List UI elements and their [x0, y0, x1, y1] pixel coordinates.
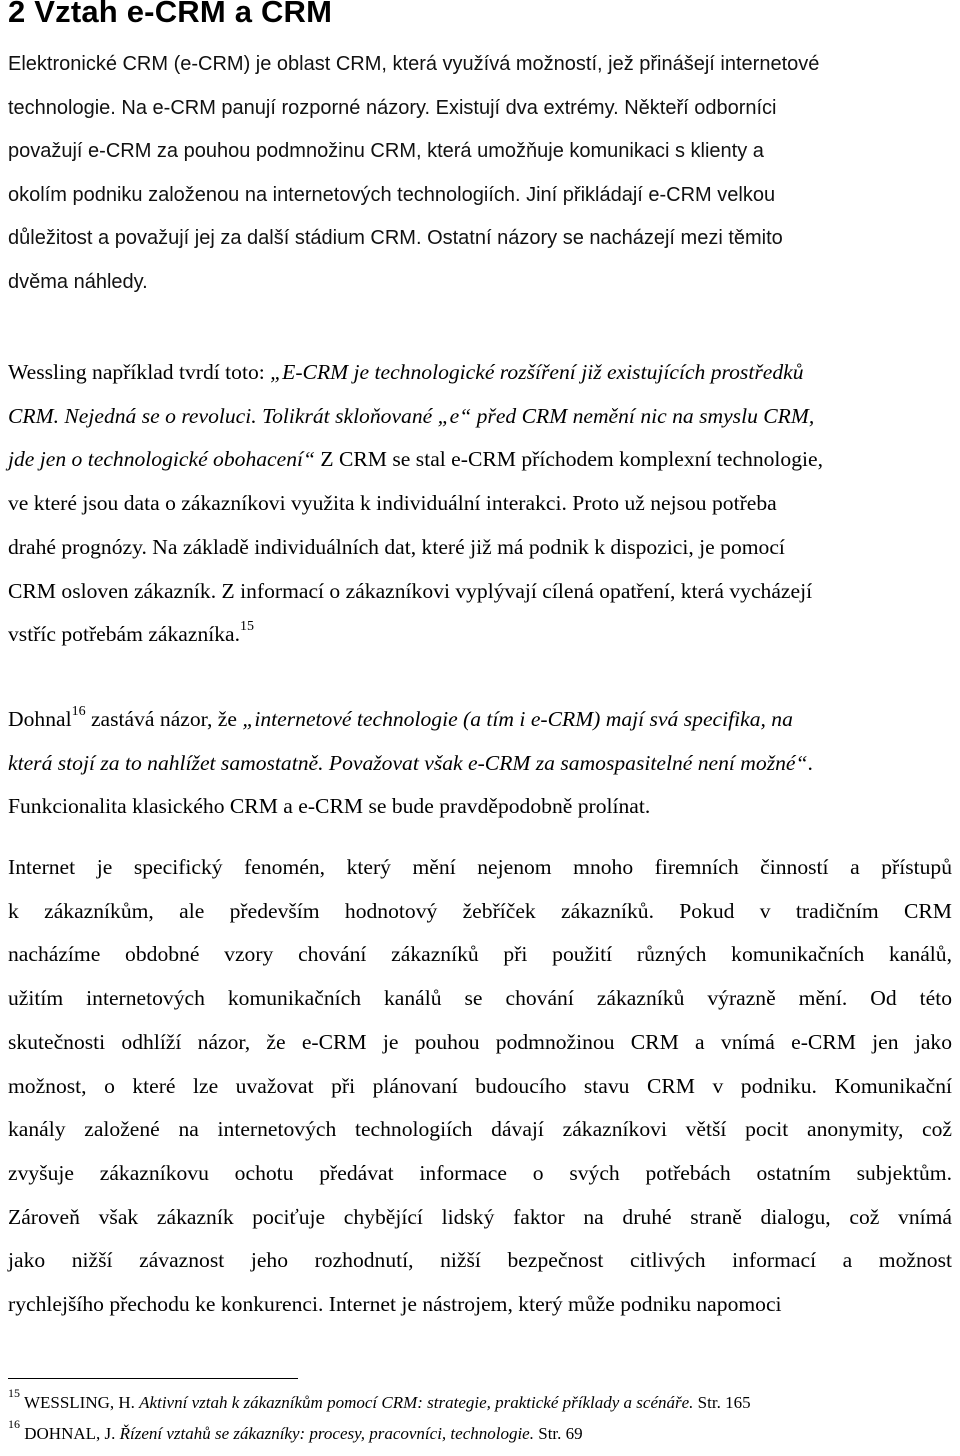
- section-heading: 2 Vztah e-CRM a CRM: [8, 0, 333, 29]
- footnote-15: $^{15}$ WESSLING, H. Aktivní vztah k zákazníkům pomocí CRM: strategie, praktické příklady a scénáře. Str. 165: [8, 1386, 751, 1412]
- paragraph-dohnal: [8, 698, 952, 829]
- footnote-number: 15: [8, 1386, 20, 1400]
- quote-text: Tolikrát skloňované „e“ před CRM nemění nic na smyslu CRM,: [256, 403, 815, 428]
- footnote-number: 16: [8, 1417, 20, 1431]
- paragraph-wessling: [8, 351, 952, 657]
- text-line: technologie. Na e-CRM panují rozporné názory. Existují dva extrémy. Někteří odborníci: [8, 96, 777, 119]
- text-line: Dohnal$^{16}$ zastává názor, že „internetové technologie (a tím i e-CRM) mají svá specifika, na: [8, 704, 793, 731]
- text-line: drahé prognózy. Na základě individuálních dat, které již má podnik k dispozici, je pomocí: [8, 534, 785, 559]
- text-line: ve které jsou data o zákazníkovi využita k individuální interakci. Proto už nejsou potřeba: [8, 491, 777, 516]
- paragraph-intro: [8, 43, 952, 304]
- text-line: Wessling například tvrdí toto: „E-CRM je technologické rozšíření již existujících prostředků: [8, 360, 804, 384]
- quote-text: „E-CRM je technologické rozšíření již existujících prostředků: [270, 360, 804, 384]
- text-line: důležitost a považují jej za další stádium CRM. Ostatní názory se nacházejí mezi těmito: [8, 227, 783, 249]
- text-line: jako nižší závaznost jeho rozhodnutí, nižší bezpečnost citlivých informací a možnost: [8, 1248, 952, 1273]
- quote-text: „internetové technologie (a tím i e-CRM) mají svá specifika, na: [242, 707, 793, 731]
- text-line: která stojí za to nahlížet samostatně. Považovat však e-CRM za samospasitelné není možné“.: [8, 750, 813, 775]
- text-line: skutečnosti odhlíží názor, že e-CRM je pouhou podmnožinou CRM a vnímá e-CRM jen jako: [8, 1029, 952, 1054]
- footnote-16: $^{16}$ DOHNAL, J. Řízení vztahů se zákazníky: procesy, pracovníci, technologie. Str. 69: [8, 1417, 583, 1443]
- footnote-ref[interactable]: 15: [240, 619, 255, 635]
- footnote-ref[interactable]: 16: [71, 704, 86, 719]
- footnote-title: Řízení vztahů se zákazníky: procesy, pracovníci, technologie.: [119, 1424, 534, 1443]
- text-line: [8, 395, 952, 439]
- text-line: možnost, o které lze uvažovat při plánovaní budoucího stavu CRM v podniku. Komunikační: [8, 1073, 952, 1098]
- text-line: kanály založené na internetových technologiích dávají zákazníkovi větší pocit anonymity, což: [8, 1117, 952, 1142]
- quote-text: jde jen o technologické obohacení“: [8, 447, 316, 472]
- text-line: nacházíme obdobné vzory chování zákazníků při použití různých komunikačních kanálů,: [8, 942, 952, 967]
- footnote-divider: [8, 1378, 298, 1379]
- quote-text: která stojí za to nahlížet samostatně. Považovat však e-CRM za samospasitelné není možné“: [8, 750, 808, 775]
- text-line: považují e-CRM za pouhou podmnožinu CRM, která umožňuje komunikaci s klienty a: [8, 140, 764, 162]
- text-line: rychlejšího přechodu ke konkurenci. Internet je nástrojem, který může podniku napomoci: [8, 1292, 782, 1317]
- footnote-title: Aktivní vztah k zákazníkům pomocí CRM: strategie, praktické příklady a scénáře.: [139, 1393, 694, 1412]
- paragraph-internet: [8, 846, 952, 1327]
- text-line: okolím podniku založenou na internetových technologiích. Jiní přikládají e-CRM velkou: [8, 183, 776, 206]
- text-line: zvyšuje zákazníkovu ochotu předávat informace o svých potřebách ostatním subjektům.: [8, 1160, 952, 1185]
- text-line: vstříc potřebám zákazníka.$^{15}$: [8, 619, 255, 647]
- text-line: CRM osloven zákazník. Z informací o zákazníkovi vyplývají cílená opatření, která vycházejí: [8, 578, 813, 603]
- text-line: Zároveň však zákazník pociťuje chybějící lidský faktor na druhé straně dialogu, což vnímá: [8, 1204, 952, 1229]
- text-line: užitím internetových komunikačních kanálů se chování zákazníků výrazně mění. Od této: [8, 986, 952, 1011]
- text-line: Elektronické CRM (e-CRM) je oblast CRM, která využívá možností, jež přinášejí internetové: [8, 53, 820, 75]
- text-line: Funkcionalita klasického CRM a e-CRM se bude pravděpodobně prolínat.: [8, 794, 651, 819]
- text-line: dvěma náhledy.: [8, 270, 148, 293]
- text-line: k zákazníkům, ale především hodnotový žebříček zákazníků. Pokud v tradičním CRM: [8, 898, 952, 923]
- quote-text: CRM. Nejedná se o revoluci.: [8, 403, 257, 428]
- text-line: jde jen o technologické obohacení“ Z CRM se stal e-CRM příchodem komplexní technologie,: [8, 447, 823, 472]
- text-line: Internet je specifický fenomén, který mění nejenom mnoho firemních činností a přístupů: [8, 855, 952, 879]
